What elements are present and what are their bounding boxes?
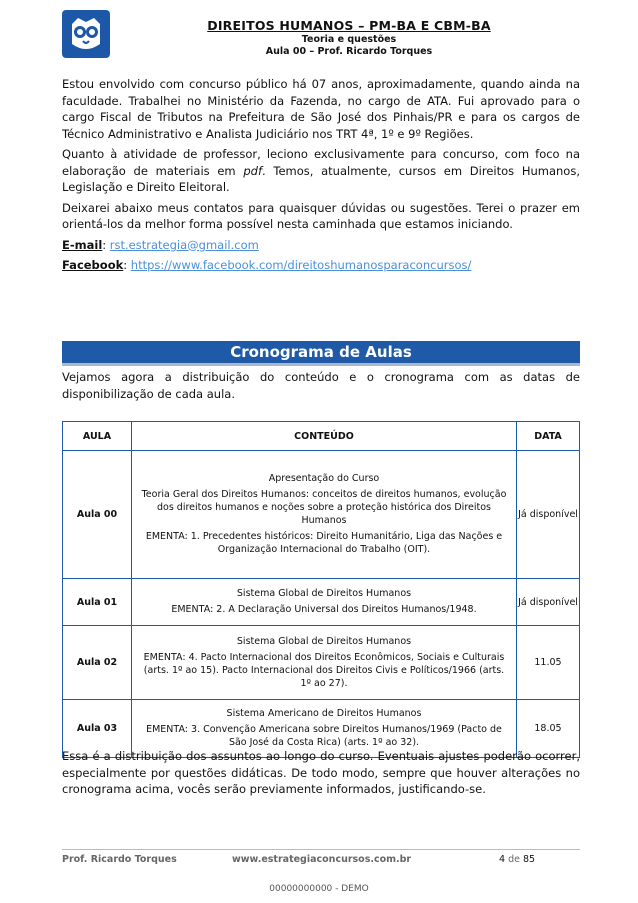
teaching-paragraph [62, 146, 580, 196]
facebook-link[interactable]: https://www.facebook.com/direitoshumanosparaconcursos/ [130, 257, 472, 272]
page-of: de [508, 854, 520, 865]
conteudo-cell [132, 579, 517, 626]
aula-cell: Aula 00 [63, 451, 132, 579]
content-line: EMENTA: 2. A Declaração Universal dos Direitos Humanos/1948. [171, 604, 477, 615]
email-line: E-mail: rst.estrategia@gmail.com [62, 237, 259, 252]
header-conteudo: CONTEÚDO [132, 422, 517, 451]
bio-section [62, 76, 580, 277]
lesson-info: Aula 00 – Prof. Ricardo Torques [265, 46, 433, 57]
owl-logo-icon [62, 10, 110, 58]
content-line: Apresentação do Curso [268, 473, 380, 484]
facebook-line: Facebook: https://www.facebook.com/direitoshumanosparaconcursos/ [62, 257, 472, 272]
content-line: EMENTA: 1. Precedentes históricos: Direito Humanitário, Liga das Nações e Organização Internacional do Trabalho (OIT). [145, 531, 503, 555]
footer-author: Prof. Ricardo Torques [62, 854, 177, 865]
data-cell: Já disponível [517, 579, 580, 626]
teaching-text-italic: pdf [243, 163, 262, 178]
page-total: 85 [522, 854, 536, 865]
data-cell: Já disponível [517, 451, 580, 579]
page-current: 4 [499, 854, 506, 865]
teaching-text-end: . Temos, atualmente, cursos em Direitos Humanos, Legislação e Direito Eleitoral. [62, 163, 580, 194]
intro-paragraph: Vejamos agora a distribuição do conteúdo e o cronograma com as datas de disponibilização de cada aula. [62, 370, 580, 401]
page-header [120, 18, 578, 57]
bio-paragraph: Estou envolvido com concurso público há 07 anos, aproximadamente, quando ainda na faculdade. Trabalhei no Ministério da Fazenda, no cargo de ATA. Fui aprovado para o cargo Fiscal de Tributos na Prefeitura de São José dos Pinhais/PR e para os cargos de Técnico Administrativo e Analista Judiciário nos TRT 4ª, 1º e 9º Regiões. [62, 77, 580, 141]
facebook-label: Facebook [62, 257, 124, 272]
schedule-table [62, 421, 580, 758]
aula-cell: Aula 02 [63, 626, 132, 700]
header-aula: AULA [63, 422, 132, 451]
demo-watermark: 00000000000 - DEMO [269, 884, 369, 894]
footer-site[interactable]: www.estrategiaconcursos.com.br [232, 854, 412, 865]
table-row [63, 451, 580, 579]
content-line: Teoria Geral dos Direitos Humanos: conceitos de direitos humanos, evolução dos direitos humanos e noções sobre a proteção histórica dos Direitos Humanos [141, 489, 507, 526]
table-row [63, 579, 580, 626]
schedule-intro [62, 369, 580, 406]
data-cell: 11.05 [517, 626, 580, 700]
table-header-row [63, 422, 580, 451]
section-title: Cronograma de Aulas [62, 341, 580, 366]
content-line: EMENTA: 3. Convenção Americana sobre Direitos Humanos/1969 (Pacto de São José da Costa Rica) (arts. 1º ao 32). [146, 724, 502, 748]
teaching-text-start: Quanto à atividade de professor, leciono exclusivamente para concurso, com foco na elaboração de materiais em [62, 147, 580, 178]
closing-paragraph: Essa é a distribuição dos assuntos ao longo do curso. Eventuais ajustes poderão ocorrer, especialmente por questões didáticas. De todo modo, sempre que houver alterações no cronograma acima, vocês serão previamente informados, justificando-se. [62, 749, 580, 796]
content-line: EMENTA: 4. Pacto Internacional dos Direitos Econômicos, Sociais e Culturais (arts. 1º ao 15). Pacto Internacional dos Direitos Civis e Políticos/1966 (arts. 1º ao 27). [143, 651, 505, 689]
content-line: Sistema Global de Direitos Humanos [236, 635, 412, 647]
conteudo-cell [132, 626, 517, 700]
email-label: E-mail [62, 237, 103, 252]
page-number [499, 854, 535, 865]
footer-divider [62, 849, 580, 850]
aula-cell: Aula 01 [63, 579, 132, 626]
contact-paragraph: Deixarei abaixo meus contatos para quaisquer dúvidas ou sugestões. Terei o prazer em orientá-los da melhor forma possível nesta caminhada que estamos iniciando. [62, 200, 580, 231]
content-line: Sistema Americano de Direitos Humanos [226, 708, 422, 719]
closing-section [62, 748, 580, 802]
conteudo-cell [132, 451, 517, 579]
course-title: DIREITOS HUMANOS – PM-BA E CBM-BA [207, 18, 491, 33]
table-row [63, 626, 580, 700]
email-link[interactable]: rst.estrategia@gmail.com [109, 237, 259, 252]
header-data: DATA [517, 422, 580, 451]
course-subtitle: Teoria e questões [301, 34, 397, 45]
data-cell: 18.05 [517, 700, 580, 758]
aula-cell: Aula 03 [63, 700, 132, 758]
content-line: Sistema Global de Direitos Humanos [236, 588, 412, 599]
